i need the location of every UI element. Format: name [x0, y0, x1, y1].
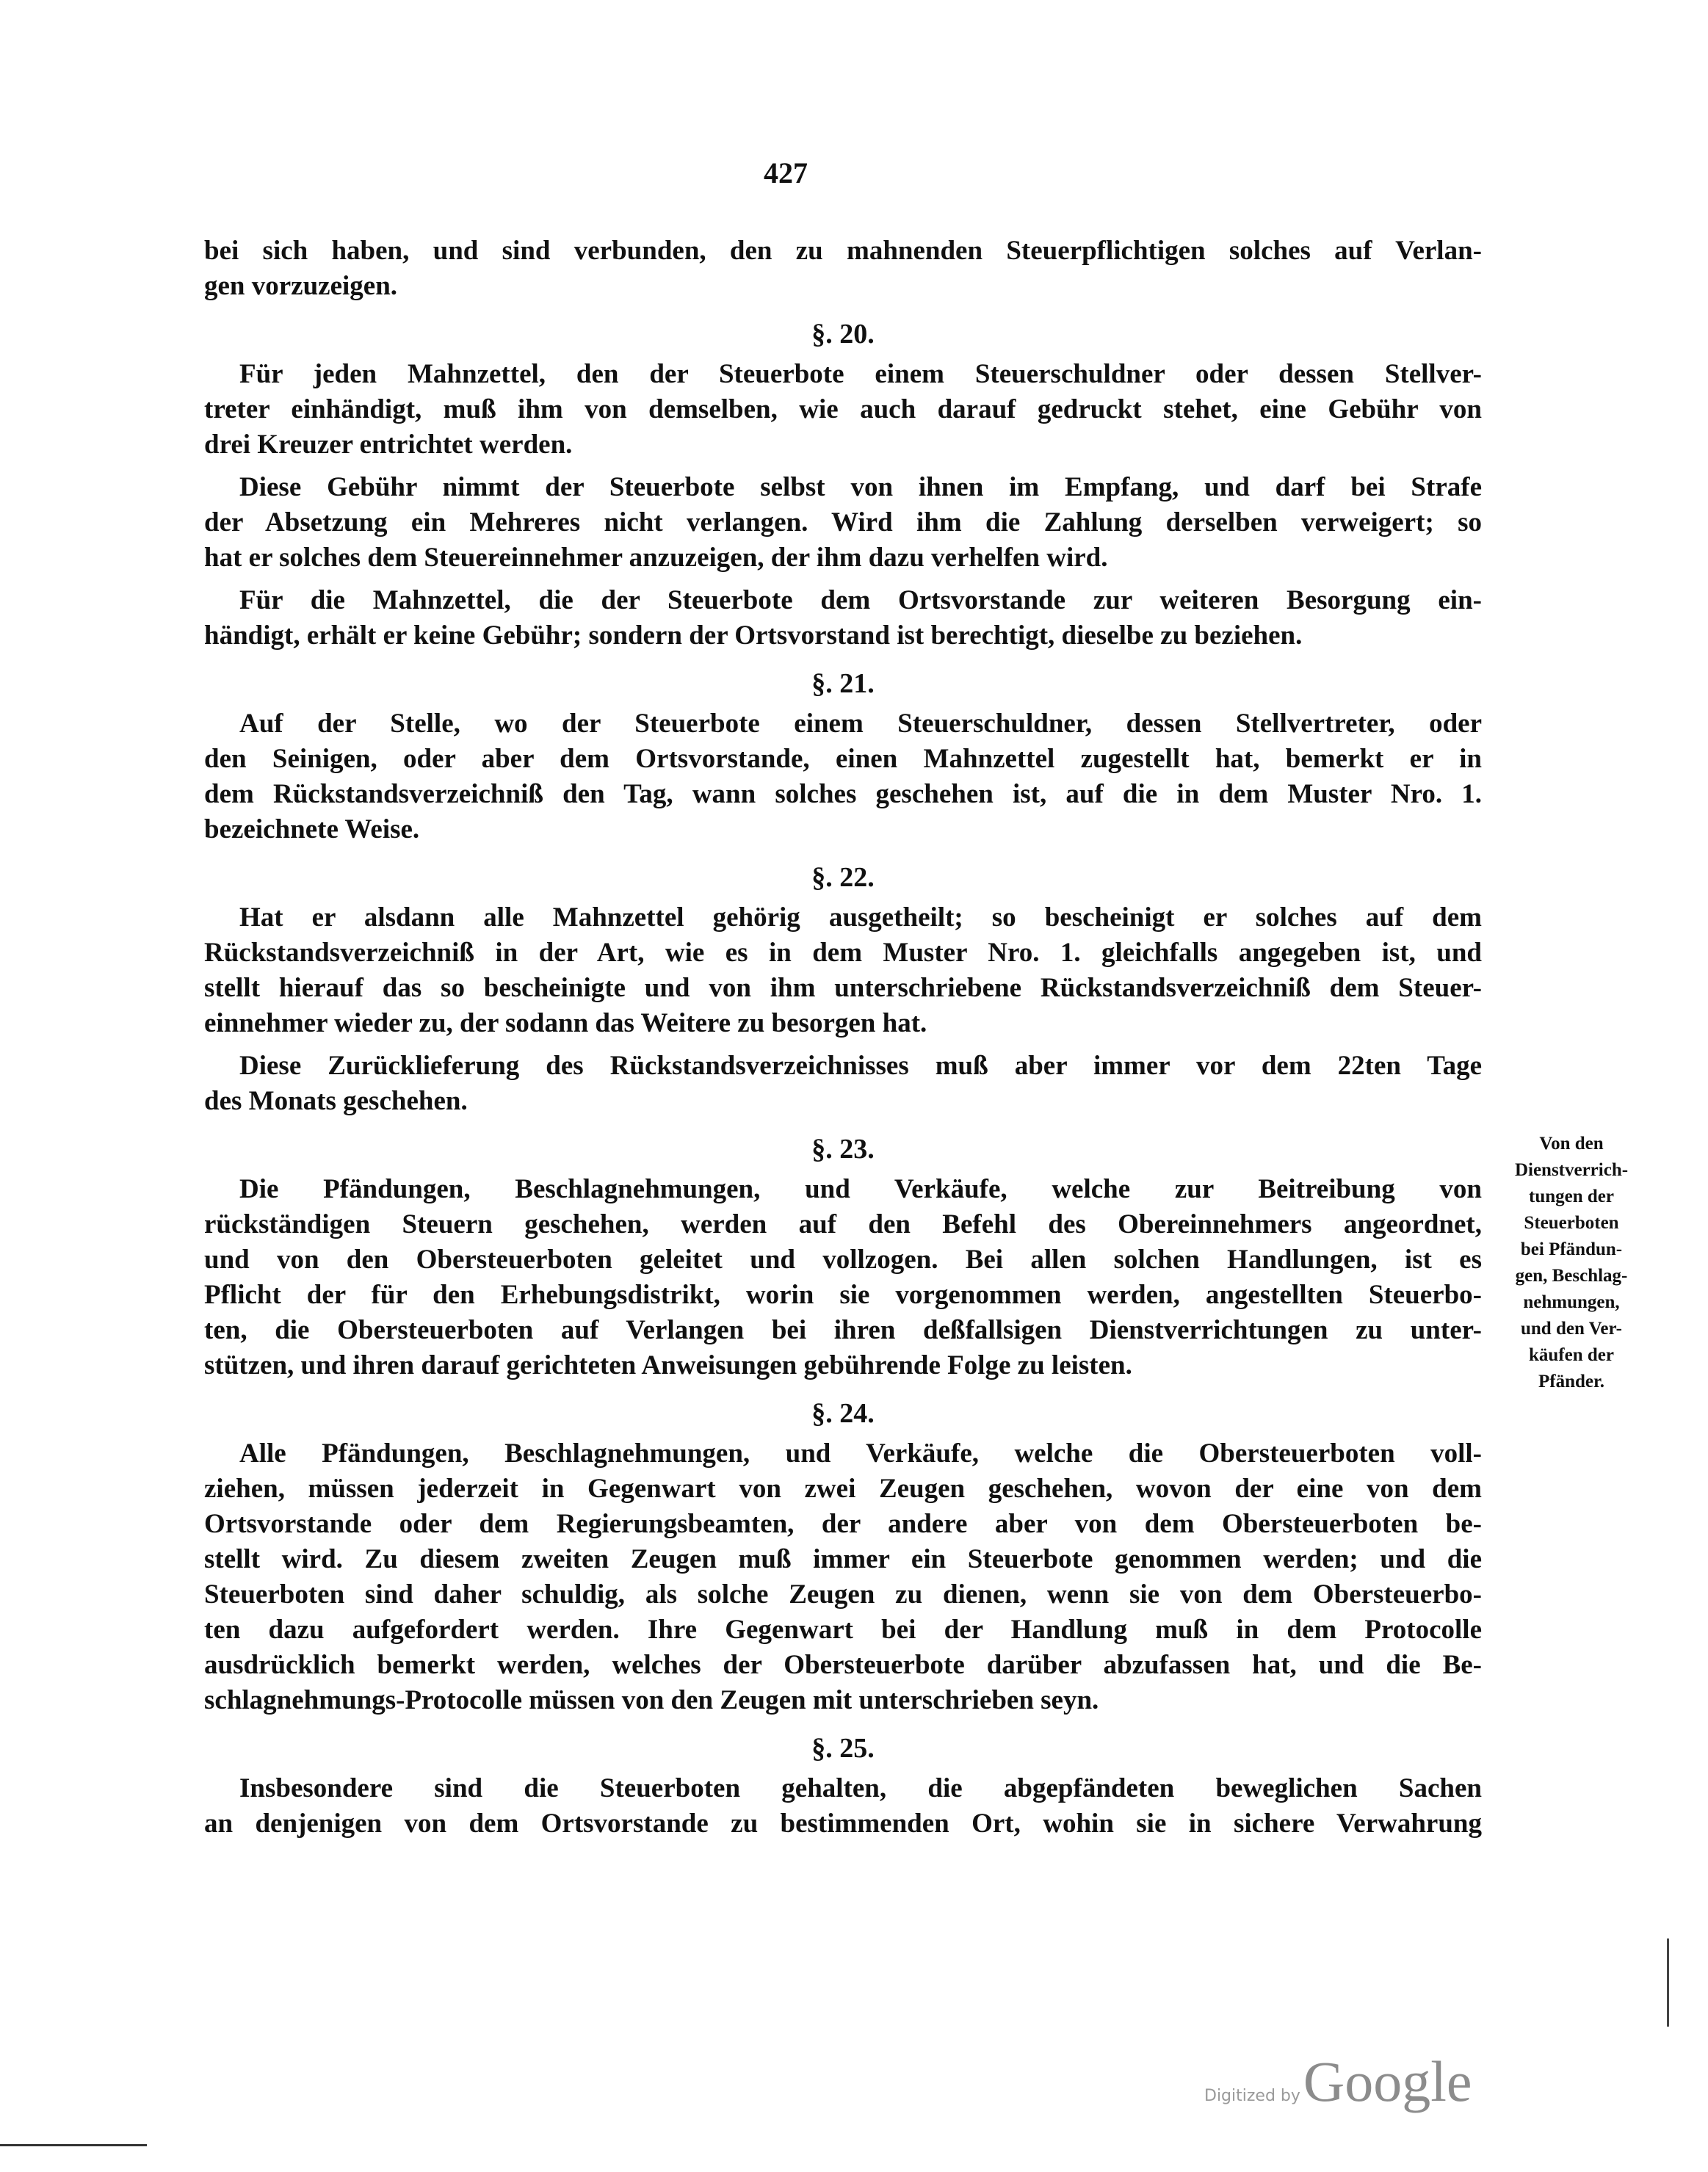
text-line: Ortsvorstande oder dem Regierungsbeamten, der andere aber von dem Obersteuerboten be- — [204, 1509, 1482, 1539]
text-line: Diese Zurücklieferung des Rückstandsverzeichnisses muß aber immer vor dem 22ten Tage — [239, 1051, 1482, 1081]
margin-note-line: nehmungen, — [1523, 1292, 1620, 1312]
text-line: Auf der Stelle, wo der Steuerbote einem Steuerschuldner, dessen Stellvertreter, oder — [239, 709, 1482, 739]
text-line: hat er solches dem Steuereinnehmer anzuzeigen, der ihm dazu verhelfen wird. — [204, 543, 1108, 573]
paragraph — [204, 900, 1482, 1041]
text-line: drei Kreuzer entrichtet werden. — [204, 430, 573, 460]
text-line: Pflicht der für den Erhebungsdistrikt, worin sie vorgenommen werden, angestellten Steuerbo- — [204, 1280, 1482, 1310]
text-line: einnehmer wieder zu, der sodann das Weitere zu besorgen hat. — [204, 1008, 927, 1038]
paragraph — [204, 1049, 1482, 1119]
text-line: Für die Mahnzettel, die der Steuerbote dem Ortsvorstande zur weiteren Besorgung ein- — [239, 585, 1482, 615]
paragraph — [204, 1771, 1482, 1842]
paragraph — [204, 706, 1482, 847]
page-number: 427 — [764, 156, 808, 189]
text-line: ten, die Obersteuerboten auf Verlangen bei ihren deßfallsigen Dienstverrichtungen zu unter- — [204, 1315, 1482, 1345]
text-line: Rückstandsverzeichniß in der Art, wie es in dem Muster Nro. 1. gleichfalls angegeben ist, und — [204, 938, 1482, 968]
text-line: bei sich haben, und sind verbunden, den zu mahnenden Steuerpflichtigen solches auf Verlan- — [204, 236, 1482, 266]
document-body — [204, 234, 1482, 1849]
text-line: an denjenigen von dem Ortsvorstande zu bestimmenden Ort, wohin sie in sichere Verwahrung — [204, 1809, 1482, 1839]
paragraph — [204, 357, 1482, 463]
section-heading: §. 21. — [811, 668, 875, 699]
paragraph — [204, 583, 1482, 654]
text-line: stellt wird. Zu diesem zweiten Zeugen muß immer ein Steuerbote genommen werden; und die — [204, 1544, 1482, 1574]
margin-note-line: tungen der — [1529, 1187, 1614, 1206]
text-line: händigt, erhält er keine Gebühr; sondern der Ortsvorstand ist berechtigt, dieselbe zu beziehen. — [204, 620, 1303, 651]
text-line: stützen, und ihren darauf gerichteten Anweisungen gebührende Folge zu leisten. — [204, 1350, 1132, 1380]
digitized-by-google-watermark — [1204, 2049, 1472, 2115]
paragraph — [204, 470, 1482, 576]
watermark-brand: Google — [1303, 2049, 1472, 2113]
text-line: dem Rückstandsverzeichniß den Tag, wann solches geschehen ist, auf die in dem Muster Nro. 1. — [204, 779, 1482, 809]
text-line: ziehen, müssen jederzeit in Gegenwart von zwei Zeugen geschehen, wovon der eine von dem — [204, 1474, 1482, 1504]
text-line: Insbesondere sind die Steuerboten gehalten, die abgepfändeten beweglichen Sachen — [239, 1773, 1482, 1803]
text-line: schlagnehmungs-Protocolle müssen von den Zeugen mit unterschrieben seyn. — [204, 1685, 1099, 1715]
margin-note-line: Dienstverrich- — [1514, 1160, 1629, 1180]
text-line: Die Pfändungen, Beschlagnehmungen, und Verkäufe, welche zur Beitreibung von — [239, 1174, 1482, 1204]
margin-note-line: bei Pfändun- — [1520, 1239, 1623, 1259]
section-heading: §. 20. — [811, 319, 875, 350]
margin-note-line: und den Ver- — [1520, 1319, 1622, 1339]
margin-note-line: käufen der — [1529, 1345, 1614, 1365]
text-line: Steuerboten sind daher schuldig, als solche Zeugen zu dienen, wenn sie von dem Obersteuerbo- — [204, 1579, 1482, 1610]
section-heading: §. 22. — [811, 862, 875, 893]
margin-note-line: Pfänder. — [1538, 1372, 1605, 1391]
margin-note-line: Von den — [1539, 1134, 1604, 1154]
text-line: Für jeden Mahnzettel, den der Steuerbote einem Steuerschuldner oder dessen Stellver- — [239, 359, 1482, 389]
text-line: gen vorzuzeigen. — [204, 271, 398, 301]
paragraph — [204, 234, 1482, 304]
watermark-prefix: Digitized by — [1204, 2087, 1300, 2105]
text-line: Diese Gebühr nimmt der Steuerbote selbst von ihnen im Empfang, und darf bei Strafe — [239, 472, 1482, 502]
section-heading: §. 23. — [811, 1134, 875, 1165]
margin-note-line: Steuerboten — [1524, 1213, 1619, 1233]
text-line: Hat er alsdann alle Mahnzettel gehörig ausgetheilt; so bescheinigt er solches auf dem — [239, 902, 1482, 933]
text-line: und von den Obersteuerboten geleitet und vollzogen. Bei allen solchen Handlungen, ist es — [204, 1245, 1482, 1275]
text-line: treter einhändigt, muß ihm von demselben, wie auch darauf gedruckt stehet, eine Gebühr von — [204, 394, 1482, 424]
text-line: Alle Pfändungen, Beschlagnehmungen, und Verkäufe, welche die Obersteuerboten voll- — [239, 1438, 1482, 1469]
text-line: rückständigen Steuern geschehen, werden auf den Befehl des Obereinnehmers angeordnet, — [204, 1209, 1482, 1239]
text-line: ausdrücklich bemerkt werden, welches der Obersteuerbote darüber abzufassen hat, und die Be- — [204, 1650, 1482, 1680]
section-heading: §. 24. — [811, 1398, 875, 1429]
margin-note-line: gen, Beschlag- — [1515, 1266, 1628, 1286]
text-line: den Seinigen, oder aber dem Ortsvorstande, einen Mahnzettel zugestellt hat, bemerkt er in — [204, 744, 1482, 774]
text-line: stellt hierauf das so bescheinigte und von ihm unterschriebene Rückstandsverzeichniß dem Steuer- — [204, 973, 1482, 1003]
paragraph — [204, 1172, 1482, 1383]
section-heading: §. 25. — [811, 1733, 875, 1764]
paragraph — [204, 1436, 1482, 1718]
text-line: des Monats geschehen. — [204, 1086, 468, 1116]
text-line: bezeichnete Weise. — [204, 814, 420, 844]
text-line: der Absetzung ein Mehreres nicht verlangen. Wird ihm die Zahlung derselben verweigert; so — [204, 507, 1482, 537]
scan-edge-mark — [0, 2144, 147, 2146]
scan-edge-mark — [1667, 1938, 1669, 2027]
text-line: ten dazu aufgefordert werden. Ihre Gegenwart bei der Handlung muß in dem Protocolle — [204, 1615, 1482, 1645]
margin-note — [1498, 1131, 1645, 1395]
